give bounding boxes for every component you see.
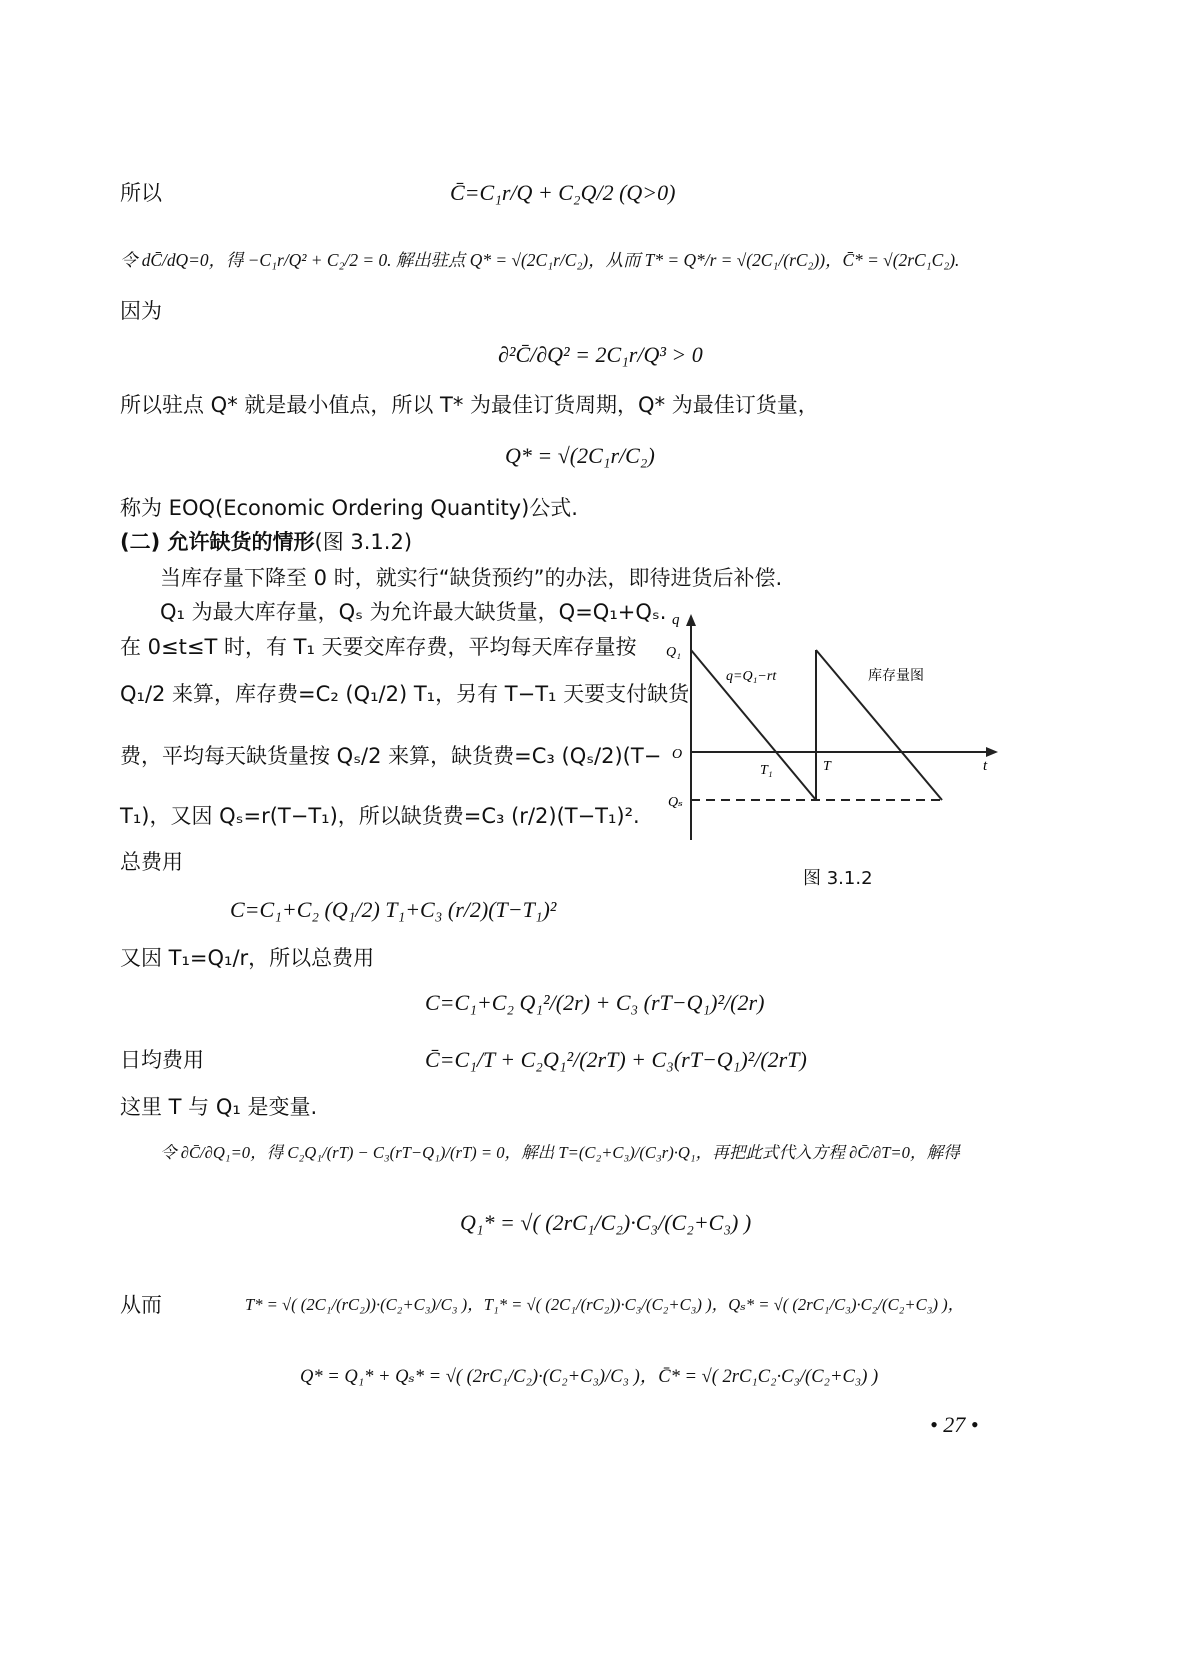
text-line: 日均费用: [120, 1048, 204, 1072]
formula: Q* = Q₁* + Qₛ* = √( (2rC₁/C₂)·(C₂+C₃)/C₃ )，C̄* = √( 2rC₁C₂·C₃/(C₂+C₃) ): [300, 1367, 879, 1387]
text-line: T₁)，又因 Qₛ=r(T−T₁)，所以缺货费=C₃ (r/2)(T−T₁)².: [120, 804, 640, 828]
text-line: 在 0≤t≤T 时，有 T₁ 天要交库存费，平均每天库存量按: [120, 635, 637, 659]
T-label: T: [823, 759, 831, 774]
t-axis-label: t: [983, 758, 988, 774]
formula: T* = √( (2C₁/(rC₂))·(C₂+C₃)/C₃ )，T₁* = √( (2C₁/(rC₂))·C₃/(C₂+C₃) )，Qₛ* = √( (2rC₁/C₃)·C₂/(C₂+C₃) )，: [245, 1295, 965, 1314]
chart-title: 库存量图: [868, 669, 924, 684]
formula: Q₁* = √( (2rC₁/C₂)·C₃/(C₂+C₃) ): [460, 1210, 752, 1235]
formula: C̄=C₁/T + C₂Q₁²/(2rT) + C₃(rT−Q₁)²/(2rT): [425, 1047, 807, 1072]
formula: C̄=C₁r/Q + C₂Q/2 (Q>0): [450, 180, 676, 205]
figure-caption: 图 3.1.2: [803, 868, 873, 889]
T1-label: T₁: [760, 763, 773, 778]
text-line: 所以驻点 Q* 就是最小值点，所以 T* 为最佳订货周期，Q* 为最佳订货量，: [120, 393, 819, 417]
text-line: Q₁/2 来算，库存费=C₂ (Q₁/2) T₁，另有 T−T₁ 天要支付缺货: [120, 682, 690, 706]
inventory-figure: [660, 610, 1005, 900]
formula: C=C₁+C₂ (Q₁/2) T₁+C₃ (r/2)(T−T₁)²: [230, 897, 557, 922]
text-line: 总费用: [120, 850, 183, 874]
section-heading-title: (二) 允许缺货的情形: [120, 530, 315, 554]
text-line: 又因 T₁=Q₁/r，所以总费用: [120, 946, 375, 970]
t-axis-arrow-icon: [986, 747, 998, 757]
text-line: 费，平均每天缺货量按 Qₛ/2 来算，缺货费=C₃ (Qₛ/2)(T−: [120, 744, 662, 768]
text-line: 这里 T 与 Q₁ 是变量.: [120, 1095, 318, 1119]
text-line: 当库存量下降至 0 时，就实行“缺货预约”的办法，即待进货后补偿.: [160, 566, 783, 590]
formula: ∂²C̄/∂Q² = 2C₁r/Q³ > 0: [498, 342, 703, 367]
q-axis-arrow-icon: [686, 614, 696, 626]
text-line: Q₁ 为最大库存量，Qₛ 为允许最大缺货量，Q=Q₁+Qₛ.: [160, 600, 667, 624]
Q1-label: Q₁: [666, 645, 681, 660]
text-line: 从而: [120, 1293, 162, 1317]
formula-paragraph: 令 dC̄/dQ=0，得 −C₁r/Q² + C₂/2 = 0. 解出驻点 Q* = √(2C₁r/C₂)，从而 T* = Q*/r = √(2C₁/(rC₂))，C̄* = √(2rC₁C₂).: [120, 250, 960, 270]
text-line: 称为 EOQ(Economic Ordering Quantity)公式.: [120, 496, 578, 520]
text-line: 因为: [120, 299, 162, 323]
Qs-label: Qₛ: [668, 795, 683, 810]
text-line: 所以: [120, 181, 162, 205]
page-number: • 27 •: [930, 1412, 979, 1437]
section-heading: [120, 527, 412, 557]
section-heading-ref: (图 3.1.2): [314, 530, 413, 554]
line-equation-label: q=Q₁−rt: [726, 669, 777, 684]
formula-paragraph: 令 ∂C̄/∂Q₁=0，得 C₂Q₁/(rT) − C₃(rT−Q₁)/(rT) = 0，解出 T=(C₂+C₃)/(C₃r)·Q₁，再把此式代入方程 ∂C̄/∂T=0，解得: [160, 1143, 960, 1162]
formula: Q* = √(2C₁r/C₂): [505, 443, 655, 468]
formula: C=C₁+C₂ Q₁²/(2r) + C₃ (rT−Q₁)²/(2r): [425, 990, 765, 1015]
origin-label: O: [672, 747, 683, 762]
q-axis-label: q: [672, 612, 680, 628]
